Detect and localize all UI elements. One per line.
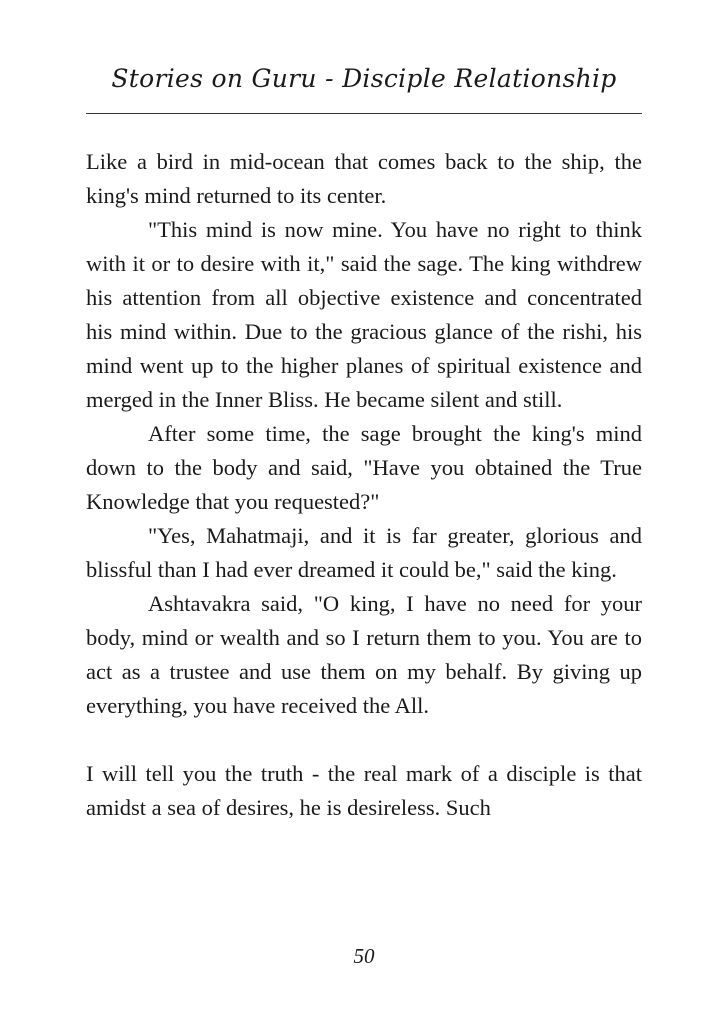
- paragraph-3: After some time, the sage brought the king's mind down to the body and said, "Have you obtained the True Knowledge that you requested?": [86, 421, 642, 514]
- paragraph-2: "This mind is now mine. You have no right to think with it or to desire with it," said the sage. The king withdrew his attention from all objective existence and concentrated his mind within. Due to the gracious glance of the rishi, his mind went up to the higher planes of spiritual existence and merged in the Inner Bliss. He became silent and still.: [86, 217, 642, 412]
- paragraph-1: Like a bird in mid-ocean that comes back to the ship, the king's mind returned to its center.: [86, 149, 642, 208]
- body-text: [86, 145, 642, 825]
- running-title: Stories on Guru - Disciple Relationship: [111, 64, 617, 93]
- header-rule: [86, 113, 642, 114]
- paragraph-5: Ashtavakra said, "O king, I have no need for your body, mind or wealth and so I return them to you. You are to act as a trustee and use them on my behalf. By giving up everything, you have received the All.: [86, 591, 642, 718]
- paragraph-6: I will tell you the truth - the real mark of a disciple is that amidst a sea of desires, he is desireless. Such: [86, 761, 642, 820]
- page-number: 50: [353, 944, 375, 968]
- paragraph-4: "Yes, Mahatmaji, and it is far greater, glorious and blissful than I had ever dreamed it could be," said the king.: [86, 523, 642, 582]
